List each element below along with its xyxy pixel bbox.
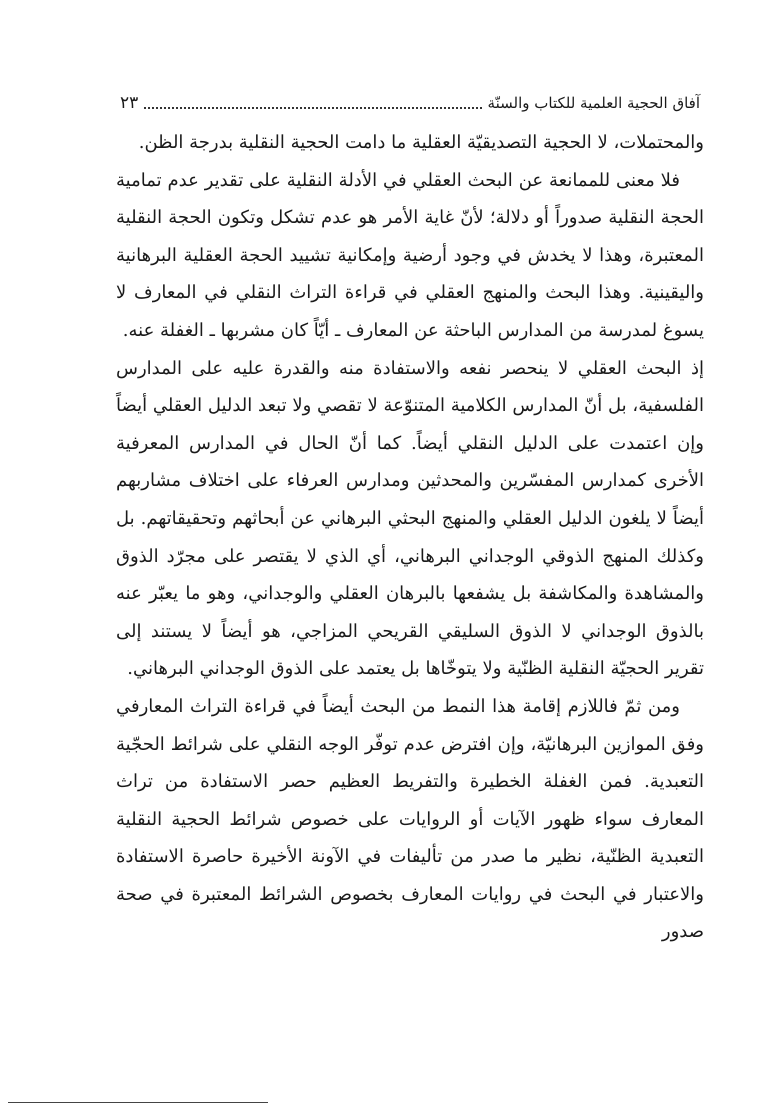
running-header — [120, 84, 700, 114]
dot-leader — [144, 107, 481, 109]
footnote-rule — [8, 1102, 268, 1103]
body-text — [116, 124, 704, 951]
paragraph-3: إذ البحث العقلي لا ينحصر نفعه والاستفادة منه والقدرة عليه على المدارس الفلسفية، بل أنّ المدارس الكلامية المتنوّعة لا تقصي ولا تبعد الدليل العقلي أيضاً وإن اعتمدت على الدليل النقلي أيضاً. كما أنّ الحال في المدارس المعرفية الأخرى كمدارس المفسّرين والمحدثين ومدارس العرفاء على اختلاف مشاربهم أيضاً لا يلغون الدليل العقلي والمنهج البحثي البرهاني عن أبحاثهم وتحقيقاتهم. بل وكذلك المنهج الذوقي الوجداني البرهاني، أي الذي لا يقتصر على مجرّد الذوق والمشاهدة والمكاشفة بل يشفعها بالبرهان العقلي والوجداني، وهو ما يعبّر عنه بالذوق الوجداني لا الذوق السليقي القريحي المزاجي، هو أيضاً لا يستند إلى تقرير الحجيّة النقلية الظنّية ولا يتوخّاها بل يعتمد على الذوق الوجداني البرهاني. — [116, 357, 704, 680]
paragraph-2: فلا معنى للممانعة عن البحث العقلي في الأدلة النقلية على تقدير عدم تمامية الحجة النقلية صدوراً أو دلالة؛ لأنّ غاية الأمر هو عدم تشكل وتكون الحجة النقلية المعتبرة، وهذا لا يخدش في وجود أرضية وإمكانية تشييد الحجة العقلية البرهانية واليقينية. وهذا البحث والمنهج العقلي في قراءة التراث النقلي في المعارف لا يسوغ لمدرسة من المدارس الباحثة عن المعارف ـ أيّاً كان مشربها ـ الغفلة عنه. — [116, 169, 704, 341]
page-number: ٢٣ — [120, 93, 139, 113]
book-title: آفاق الحجية العلمية للكتاب والسنّة — [487, 94, 700, 112]
paragraph-4: ومن ثمّ فاللازم إقامة هذا النمط من البحث أيضاً في قراءة التراث المعارفي وفق الموازين البرهانيّة، وإن افترض عدم توفّر الوجه النقلي على شرائط الحجّية التعبدية. فمن الغفلة الخطيرة والتفريط العظيم حصر الاستفادة من تراث المعارف سواء ظهور الآيات أو الروايات على خصوص شرائط الحجية النقلية التعبدية الظنّية، نظير ما صدر من تأليفات في الآونة الأخيرة حاصرة الاستفادة والاعتبار في البحث في روايات المعارف بخصوص الشرائط المعتبرة في صحة صدور — [116, 695, 704, 943]
paragraph-1: والمحتملات، لا الحجية التصديقيّة العقلية ما دامت الحجية النقلية بدرجة الظن. — [138, 132, 704, 153]
